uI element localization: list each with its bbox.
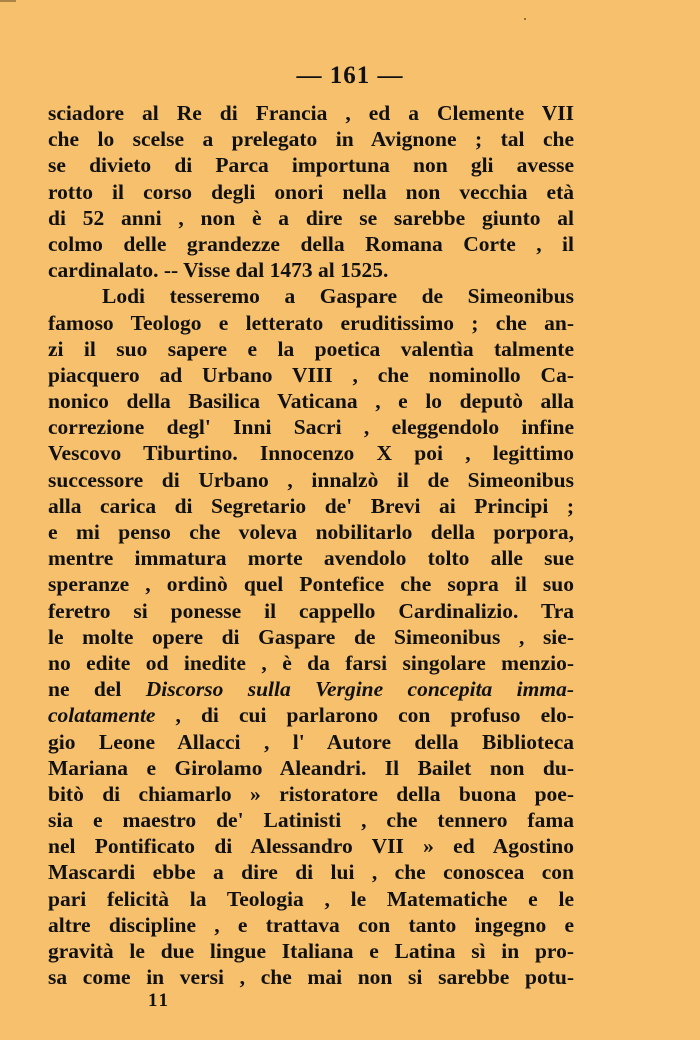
page-edge-mark — [0, 0, 16, 2]
text-line: mentre immatura morte avendolo tolto alle sue — [48, 546, 574, 571]
text-line: sia e maestro de' Latinisti , che tennero fama — [48, 808, 574, 833]
text-line: e mi penso che voleva nobilitarlo della porpora, — [48, 520, 574, 544]
paragraph-first-line: Lodi tesseremo a Gaspare de Simeonibus — [102, 284, 574, 309]
text-line: successore di Urbano , innalzò il de Simeonibus — [48, 467, 574, 492]
signature-mark: 11 — [148, 990, 170, 1011]
text-line: gio Leone Allacci , l' Autore della Biblioteca — [48, 729, 574, 754]
text-line: no edite od inedite , è da farsi singolare menzio- — [48, 650, 574, 675]
book-title-continuation: colatamente — [48, 703, 156, 728]
text-line: speranze , ordinò quel Pontefice che sopra il suo — [48, 572, 574, 597]
main-text — [48, 100, 574, 990]
text-line: nel Pontificato di Alessandro VII » ed Agostino — [48, 834, 574, 859]
page-number: — 161 — — [296, 62, 404, 89]
text-line: pari felicità la Teologia , le Matematiche e le — [48, 886, 574, 911]
text-fragment: ne del — [48, 677, 122, 702]
text-line: sciadore al Re di Francia , ed a Clemente VII — [48, 101, 574, 125]
text-line: sa come in versi , che mai non si sarebbe potu- — [48, 965, 574, 990]
text-line: zi il suo sapere e la poetica valentìa talmente — [48, 336, 574, 361]
text-line: Mariana e Girolamo Aleandri. Il Bailet non du- — [48, 755, 574, 780]
text-line: piacquero ad Urbano VIII , che nominollo Ca- — [48, 362, 574, 387]
text-line: Vescovo Tiburtino. Innocenzo X poi , legittimo — [48, 441, 574, 466]
text-line: le molte opere di Gaspare de Simeonibus , sie- — [48, 624, 574, 649]
text-fragment: , di cui parlarono con profuso elo- — [175, 703, 574, 728]
text-line: gravità le due lingue Italiana e Latina sì in pro- — [48, 939, 574, 963]
text-line-with-title — [48, 702, 574, 728]
text-line: correzione degl' Inni Sacri , eleggendolo infine — [48, 415, 574, 440]
text-line: se divieto di Parca importuna non gli avesse — [48, 153, 574, 178]
text-line: di 52 anni , non è a dire se sarebbe giunto al — [48, 205, 574, 230]
book-title: Discorso sulla Vergine concepita imma- — [145, 677, 574, 702]
text-line: Mascardi ebbe a dire di lui , che conoscea con — [48, 860, 574, 885]
text-line-with-title — [48, 676, 574, 702]
text-line: rotto il corso degli onori nella non vecchia età — [48, 179, 574, 204]
text-line: colmo delle grandezze della Romana Corte , il — [48, 231, 574, 256]
text-line: altre discipline , e trattava con tanto ingegno e — [48, 912, 574, 937]
text-line: alla carica di Segretario de' Brevi ai Principi ; — [48, 493, 574, 518]
text-line: bitò di chiamarlo » ristoratore della buona poe- — [48, 781, 574, 806]
text-line: feretro si ponesse il cappello Cardinalizio. Tra — [48, 598, 574, 623]
text-line: nonico della Basilica Vaticana , e lo deputò alla — [48, 389, 574, 414]
text-line: cardinalato. -- Visse dal 1473 al 1525. — [48, 258, 389, 283]
text-line: che lo scelse a prelegato in Avignone ; tal che — [48, 127, 574, 152]
text-line: famoso Teologo e letterato eruditissimo ; che an- — [48, 310, 574, 335]
ink-speck — [524, 18, 526, 20]
